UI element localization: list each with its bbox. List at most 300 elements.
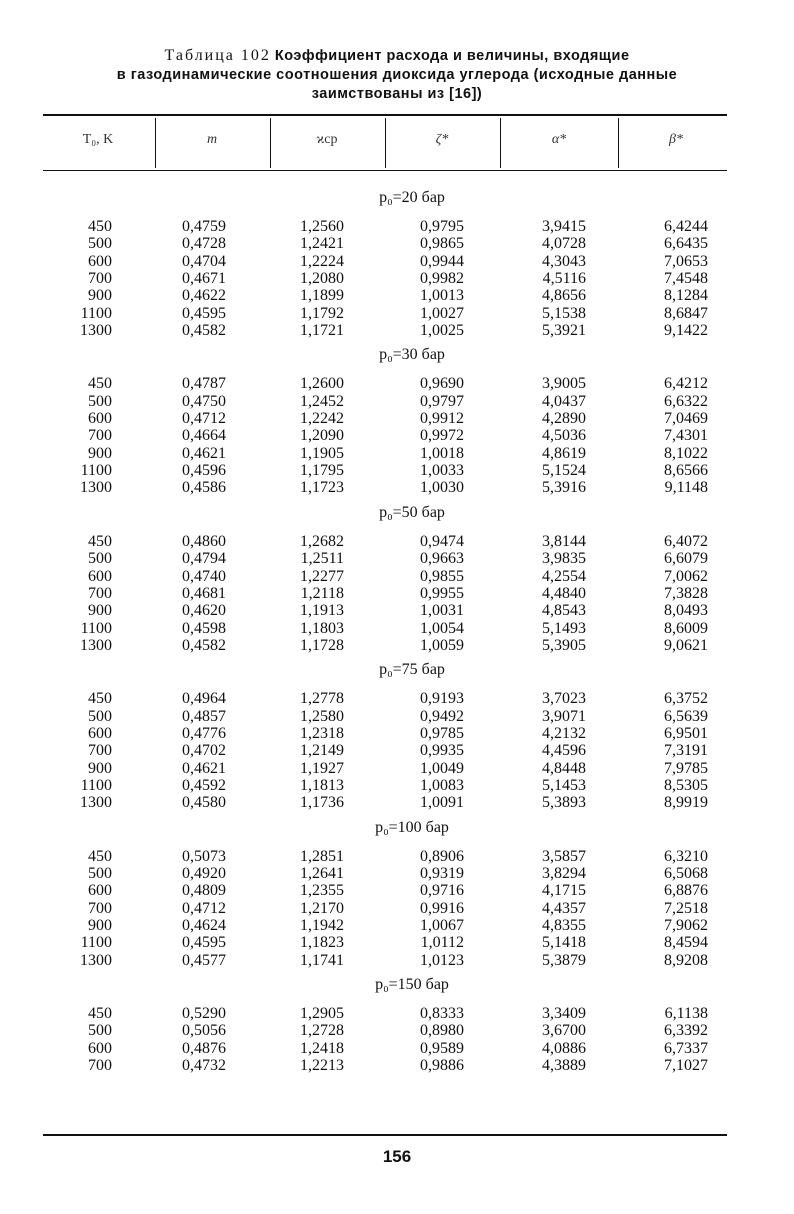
table-row (0, 235, 794, 252)
table-cell: 0,4920 (182, 864, 226, 882)
table-cell: 1,1723 (300, 479, 344, 497)
table-cell: 500 (88, 392, 112, 410)
table-row (0, 585, 794, 602)
table-cell: 700 (88, 584, 112, 602)
table-cell: 0,4787 (182, 375, 226, 393)
table-cell: 0,4702 (182, 742, 226, 760)
table-cell: 0,4964 (182, 690, 226, 708)
caption-line-3: заимствованы из [16]) (311, 86, 483, 102)
table-cell: 1100 (80, 304, 112, 322)
table-cell: 1,0031 (420, 602, 464, 620)
table-cell: 0,9797 (420, 392, 464, 410)
table-cell: 1,1728 (300, 636, 344, 654)
caption-line-2: в газодинамические соотношения диоксида углерода (исходные данные (116, 67, 678, 83)
table-cell: 6,7337 (664, 1039, 708, 1057)
table-cell: 1,2641 (300, 864, 344, 882)
table-cell: 5,1418 (542, 934, 586, 952)
table-cell: 6,9501 (664, 724, 708, 742)
table-cell: 1,2778 (300, 690, 344, 708)
table-cell: 450 (88, 1005, 112, 1023)
table-cell: 900 (88, 287, 112, 305)
table-cell: 0,4704 (182, 252, 226, 270)
table-cell: 500 (88, 1022, 112, 1040)
table-cell: 7,0062 (664, 567, 708, 585)
table-cell: 0,9319 (420, 864, 464, 882)
table-cell: 1300 (80, 951, 112, 969)
table-cell: 0,9912 (420, 410, 464, 428)
table-row (0, 1022, 794, 1039)
table-cell: 0,9935 (420, 742, 464, 760)
table-cell: 900 (88, 602, 112, 620)
table-cell: 7,2518 (664, 899, 708, 917)
table-row (0, 777, 794, 794)
table-cell: 3,3409 (542, 1005, 586, 1023)
table-cell: 0,9690 (420, 375, 464, 393)
table-cell: 6,3752 (664, 690, 708, 708)
table-cell: 0,9865 (420, 235, 464, 253)
table-cell: 4,2890 (542, 410, 586, 428)
table-row (0, 900, 794, 917)
header-kappa: ϰср (316, 132, 338, 147)
table-cell: 0,4712 (182, 410, 226, 428)
table-cell: 600 (88, 567, 112, 585)
table-cell: 9,1148 (664, 479, 708, 497)
table-cell: 1100 (80, 934, 112, 952)
table-cell: 0,8906 (420, 847, 464, 865)
table-cell: 0,8333 (420, 1005, 464, 1023)
table-cell: 1,1741 (300, 951, 344, 969)
section-title: p₀=50 бар (379, 503, 445, 521)
pressure-section (0, 345, 794, 496)
table-cell: 6,3210 (664, 847, 708, 865)
table-cell: 0,9716 (420, 882, 464, 900)
table-cell: 700 (88, 899, 112, 917)
section-title: p₀=30 бар (379, 346, 445, 364)
table-cell: 5,3916 (542, 479, 586, 497)
table-cell: 7,1027 (664, 1057, 708, 1075)
table-row (0, 952, 794, 969)
table-cell: 1,1905 (300, 444, 344, 462)
table-cell: 1,0091 (420, 794, 464, 812)
table-cell: 0,4595 (182, 934, 226, 952)
table-cell: 500 (88, 550, 112, 568)
table-cell: 3,9835 (542, 550, 586, 568)
table-cell: 7,4301 (664, 427, 708, 445)
table-cell: 0,4728 (182, 235, 226, 253)
table-cell: 7,0469 (664, 410, 708, 428)
table-cell: 6,6322 (664, 392, 708, 410)
table-cell: 0,4681 (182, 584, 226, 602)
table-cell: 500 (88, 235, 112, 253)
table-label: Таблица 102 (164, 47, 271, 64)
table-cell: 3,9005 (542, 375, 586, 393)
table-cell: 0,4776 (182, 724, 226, 742)
section-title: p₀=20 бар (379, 189, 445, 206)
table-cell: 7,9785 (664, 759, 708, 777)
table-cell: 1,0033 (420, 462, 464, 480)
table-row (0, 708, 794, 725)
table-cell: 0,4622 (182, 287, 226, 305)
table-cell: 1,0123 (420, 951, 464, 969)
table-cell: 5,3905 (542, 636, 586, 654)
table-cell: 1,2242 (300, 410, 344, 428)
table-cell: 9,1422 (664, 322, 708, 340)
header-bottom-rule (43, 170, 727, 171)
table-cell: 1,0067 (420, 917, 464, 934)
table-cell: 5,1538 (542, 304, 586, 322)
table-cell: 1,1813 (300, 776, 344, 794)
table-cell: 1,2452 (300, 392, 344, 410)
table-cell: 0,4595 (182, 304, 226, 322)
table-cell: 1,0049 (420, 759, 464, 777)
table-cell: 8,9919 (664, 794, 708, 812)
table-cell: 6,4244 (664, 218, 708, 235)
table-cell: 0,9589 (420, 1039, 464, 1057)
table-row (0, 462, 794, 479)
table-cell: 8,6009 (664, 619, 708, 637)
table-cell: 4,4357 (542, 899, 586, 917)
table-cell: 1300 (80, 479, 112, 497)
table-row (0, 410, 794, 427)
table-cell: 7,9062 (664, 917, 708, 934)
table-cell: 4,8619 (542, 444, 586, 462)
header-alpha: α* (551, 132, 567, 147)
table-row (0, 533, 794, 550)
table-cell: 450 (88, 218, 112, 235)
section-title: p₀=100 бар (375, 818, 449, 836)
table-cell: 0,9916 (420, 899, 464, 917)
table-cell: 1,2560 (300, 218, 344, 235)
table-cell: 6,8876 (664, 882, 708, 900)
table-cell: 4,4596 (542, 742, 586, 760)
table-cell: 0,4621 (182, 759, 226, 777)
table-cell: 7,0653 (664, 252, 708, 270)
pressure-section (0, 188, 794, 339)
table-cell: 1100 (80, 462, 112, 480)
table-cell: 1,2080 (300, 270, 344, 288)
table-cell: 0,4664 (182, 427, 226, 445)
table-cell: 1,0013 (420, 287, 464, 305)
table-row (0, 305, 794, 322)
table-row (0, 725, 794, 742)
table-cell: 600 (88, 724, 112, 742)
table-row (0, 690, 794, 707)
table-cell: 1,1823 (300, 934, 344, 952)
table-cell: 8,6566 (664, 462, 708, 480)
table-cell: 0,4740 (182, 567, 226, 585)
table-cell: 6,6435 (664, 235, 708, 253)
table-cell: 4,5116 (542, 270, 586, 288)
table-cell: 1,0059 (420, 636, 464, 654)
table-cell: 0,4586 (182, 479, 226, 497)
table-row (0, 620, 794, 637)
table-cell: 3,7023 (542, 690, 586, 708)
table-cell: 0,4857 (182, 707, 226, 725)
table-row (0, 479, 794, 496)
table-row (0, 1040, 794, 1057)
table-cell: 1,2511 (300, 550, 344, 568)
table-row (0, 917, 794, 934)
table-cell: 3,9415 (542, 218, 586, 235)
table-cell: 7,3828 (664, 584, 708, 602)
table-cell: 600 (88, 410, 112, 428)
table-cell: 0,4621 (182, 444, 226, 462)
table-row (0, 637, 794, 654)
table-cell: 0,5073 (182, 847, 226, 865)
column-divider (270, 118, 271, 168)
table-cell: 0,9492 (420, 707, 464, 725)
table-row (0, 270, 794, 287)
table-cell: 0,4860 (182, 532, 226, 550)
header-temperature: T₀, K (82, 132, 114, 147)
table-cell: 1,0112 (420, 934, 464, 952)
table-row (0, 760, 794, 777)
table-cell: 4,0728 (542, 235, 586, 253)
table-row (0, 794, 794, 811)
section-title: p₀=150 бар (375, 976, 449, 994)
table-cell: 450 (88, 690, 112, 708)
table-cell: 1,2170 (300, 899, 344, 917)
table-bottom-rule (43, 1134, 727, 1136)
table-cell: 3,9071 (542, 707, 586, 725)
table-cell: 1,2580 (300, 707, 344, 725)
table-cell: 0,9193 (420, 690, 464, 708)
table-cell: 4,8355 (542, 917, 586, 934)
table-cell: 4,0437 (542, 392, 586, 410)
table-cell: 0,8980 (420, 1022, 464, 1040)
table-cell: 4,8448 (542, 759, 586, 777)
table-cell: 1,2149 (300, 742, 344, 760)
table-cell: 0,9474 (420, 532, 464, 550)
table-cell: 0,4592 (182, 776, 226, 794)
table-cell: 0,9663 (420, 550, 464, 568)
table-cell: 0,9982 (420, 270, 464, 288)
table-cell: 4,2132 (542, 724, 586, 742)
table-cell: 4,5036 (542, 427, 586, 445)
table-row (0, 218, 794, 235)
table-cell: 500 (88, 707, 112, 725)
table-cell: 5,3921 (542, 322, 586, 340)
table-cell: 8,0493 (664, 602, 708, 620)
table-cell: 3,6700 (542, 1022, 586, 1040)
table-row (0, 322, 794, 339)
table-cell: 700 (88, 427, 112, 445)
table-cell: 0,4750 (182, 392, 226, 410)
table-cell: 6,1138 (664, 1005, 708, 1023)
header-zeta: ζ* (435, 132, 449, 147)
table-row (0, 375, 794, 392)
table-cell: 1,2213 (300, 1057, 344, 1075)
table-cell: 0,9855 (420, 567, 464, 585)
table-row (0, 287, 794, 304)
table-cell: 1,2418 (300, 1039, 344, 1057)
column-divider (155, 118, 156, 168)
table-cell: 0,9972 (420, 427, 464, 445)
table-cell: 0,4794 (182, 550, 226, 568)
table-cell: 450 (88, 847, 112, 865)
table-cell: 5,3879 (542, 951, 586, 969)
table-cell: 900 (88, 444, 112, 462)
table-row (0, 550, 794, 567)
table-cell: 1,1795 (300, 462, 344, 480)
table-cell: 1,2728 (300, 1022, 344, 1040)
table-cell: 8,6847 (664, 304, 708, 322)
table-cell: 450 (88, 375, 112, 393)
table-cell: 3,8144 (542, 532, 586, 550)
table-cell: 1,2224 (300, 252, 344, 270)
table-cell: 900 (88, 917, 112, 934)
table-cell: 700 (88, 270, 112, 288)
table-cell: 1,2318 (300, 724, 344, 742)
caption-line-1: Коэффициент расхода и величины, входящие (274, 48, 630, 64)
table-cell: 0,9886 (420, 1057, 464, 1075)
table-cell: 6,4072 (664, 532, 708, 550)
table-cell: 1,2421 (300, 235, 344, 253)
table-cell: 0,4759 (182, 218, 226, 235)
table-cell: 8,1284 (664, 287, 708, 305)
header-beta: β* (669, 132, 683, 147)
table-row (0, 602, 794, 619)
page-number: 156 (382, 1147, 412, 1166)
table-cell: 0,4582 (182, 636, 226, 654)
table-cell: 8,1022 (664, 444, 708, 462)
table-cell: 3,8294 (542, 864, 586, 882)
table-cell: 4,8543 (542, 602, 586, 620)
table-row (0, 568, 794, 585)
table-cell: 4,3043 (542, 252, 586, 270)
table-cell: 5,1524 (542, 462, 586, 480)
table-cell: 4,2554 (542, 567, 586, 585)
table-cell: 7,4548 (664, 270, 708, 288)
table-cell: 600 (88, 1039, 112, 1057)
table-cell: 1,0083 (420, 776, 464, 794)
table-cell: 6,4212 (664, 375, 708, 393)
table-cell: 0,4596 (182, 462, 226, 480)
table-cell: 450 (88, 532, 112, 550)
table-cell: 1,1721 (300, 322, 344, 340)
table-cell: 1,0018 (420, 444, 464, 462)
pressure-section (0, 660, 794, 811)
table-cell: 1,0025 (420, 322, 464, 340)
table-row (0, 1057, 794, 1074)
table-cell: 700 (88, 742, 112, 760)
table-cell: 1,0054 (420, 619, 464, 637)
table-cell: 1,1736 (300, 794, 344, 812)
table-cell: 8,5305 (664, 776, 708, 794)
table-cell: 8,4594 (664, 934, 708, 952)
table-cell: 0,9785 (420, 724, 464, 742)
table-cell: 0,4598 (182, 619, 226, 637)
table-cell: 4,1715 (542, 882, 586, 900)
table-caption (60, 46, 734, 104)
table-cell: 6,5068 (664, 864, 708, 882)
table-cell: 0,4732 (182, 1057, 226, 1075)
table-cell: 1,2682 (300, 532, 344, 550)
table-cell: 600 (88, 252, 112, 270)
table-cell: 1300 (80, 794, 112, 812)
pressure-section (0, 818, 794, 969)
table-cell: 5,3893 (542, 794, 586, 812)
table-cell: 6,5639 (664, 707, 708, 725)
table-row (0, 253, 794, 270)
table-cell: 0,9944 (420, 252, 464, 270)
table-cell: 1,2905 (300, 1005, 344, 1023)
table-cell: 1,1899 (300, 287, 344, 305)
table-cell: 1,2118 (300, 584, 344, 602)
table-cell: 0,9955 (420, 584, 464, 602)
table-cell: 1100 (80, 619, 112, 637)
header-m: m (206, 132, 218, 147)
column-divider (500, 118, 501, 168)
table-cell: 0,4580 (182, 794, 226, 812)
table-cell: 1,0030 (420, 479, 464, 497)
table-cell: 0,4624 (182, 917, 226, 934)
table-cell: 1,1803 (300, 619, 344, 637)
table-cell: 600 (88, 882, 112, 900)
table-row (0, 848, 794, 865)
table-cell: 700 (88, 1057, 112, 1075)
table-cell: 4,3889 (542, 1057, 586, 1075)
table-row (0, 427, 794, 444)
table-cell: 5,1493 (542, 619, 586, 637)
table-cell: 8,9208 (664, 951, 708, 969)
table-cell: 4,0886 (542, 1039, 586, 1057)
column-divider (385, 118, 386, 168)
section-title: p₀=75 бар (379, 661, 445, 679)
table-cell: 0,4671 (182, 270, 226, 288)
table-cell: 1,2090 (300, 427, 344, 445)
table-row (0, 393, 794, 410)
table-cell: 3,5857 (542, 847, 586, 865)
table-row (0, 742, 794, 759)
table-cell: 0,4809 (182, 882, 226, 900)
table-row (0, 445, 794, 462)
table-cell: 0,4876 (182, 1039, 226, 1057)
table-cell: 5,1453 (542, 776, 586, 794)
table-cell: 1,1942 (300, 917, 344, 934)
table-cell: 1,1792 (300, 304, 344, 322)
table-cell: 1300 (80, 322, 112, 340)
table-cell: 900 (88, 759, 112, 777)
table-cell: 1100 (80, 776, 112, 794)
table-cell: 500 (88, 864, 112, 882)
table-cell: 6,6079 (664, 550, 708, 568)
table-cell: 0,4582 (182, 322, 226, 340)
table-cell: 1,2277 (300, 567, 344, 585)
table-cell: 1,2600 (300, 375, 344, 393)
table-row (0, 1005, 794, 1022)
table-row (0, 882, 794, 899)
table-cell: 1,1927 (300, 759, 344, 777)
pressure-section (0, 503, 794, 654)
table-cell: 4,8656 (542, 287, 586, 305)
table-cell: 0,4712 (182, 899, 226, 917)
table-cell: 1,2355 (300, 882, 344, 900)
table-cell: 1,1913 (300, 602, 344, 620)
table-top-rule (43, 114, 727, 116)
table-row (0, 865, 794, 882)
table-cell: 1300 (80, 636, 112, 654)
table-cell: 7,3191 (664, 742, 708, 760)
table-cell: 0,4620 (182, 602, 226, 620)
table-cell: 0,5056 (182, 1022, 226, 1040)
table-cell: 0,5290 (182, 1005, 226, 1023)
table-cell: 9,0621 (664, 636, 708, 654)
column-divider (618, 118, 619, 168)
table-body (0, 188, 794, 1080)
table-cell: 1,0027 (420, 304, 464, 322)
table-cell: 6,3392 (664, 1022, 708, 1040)
